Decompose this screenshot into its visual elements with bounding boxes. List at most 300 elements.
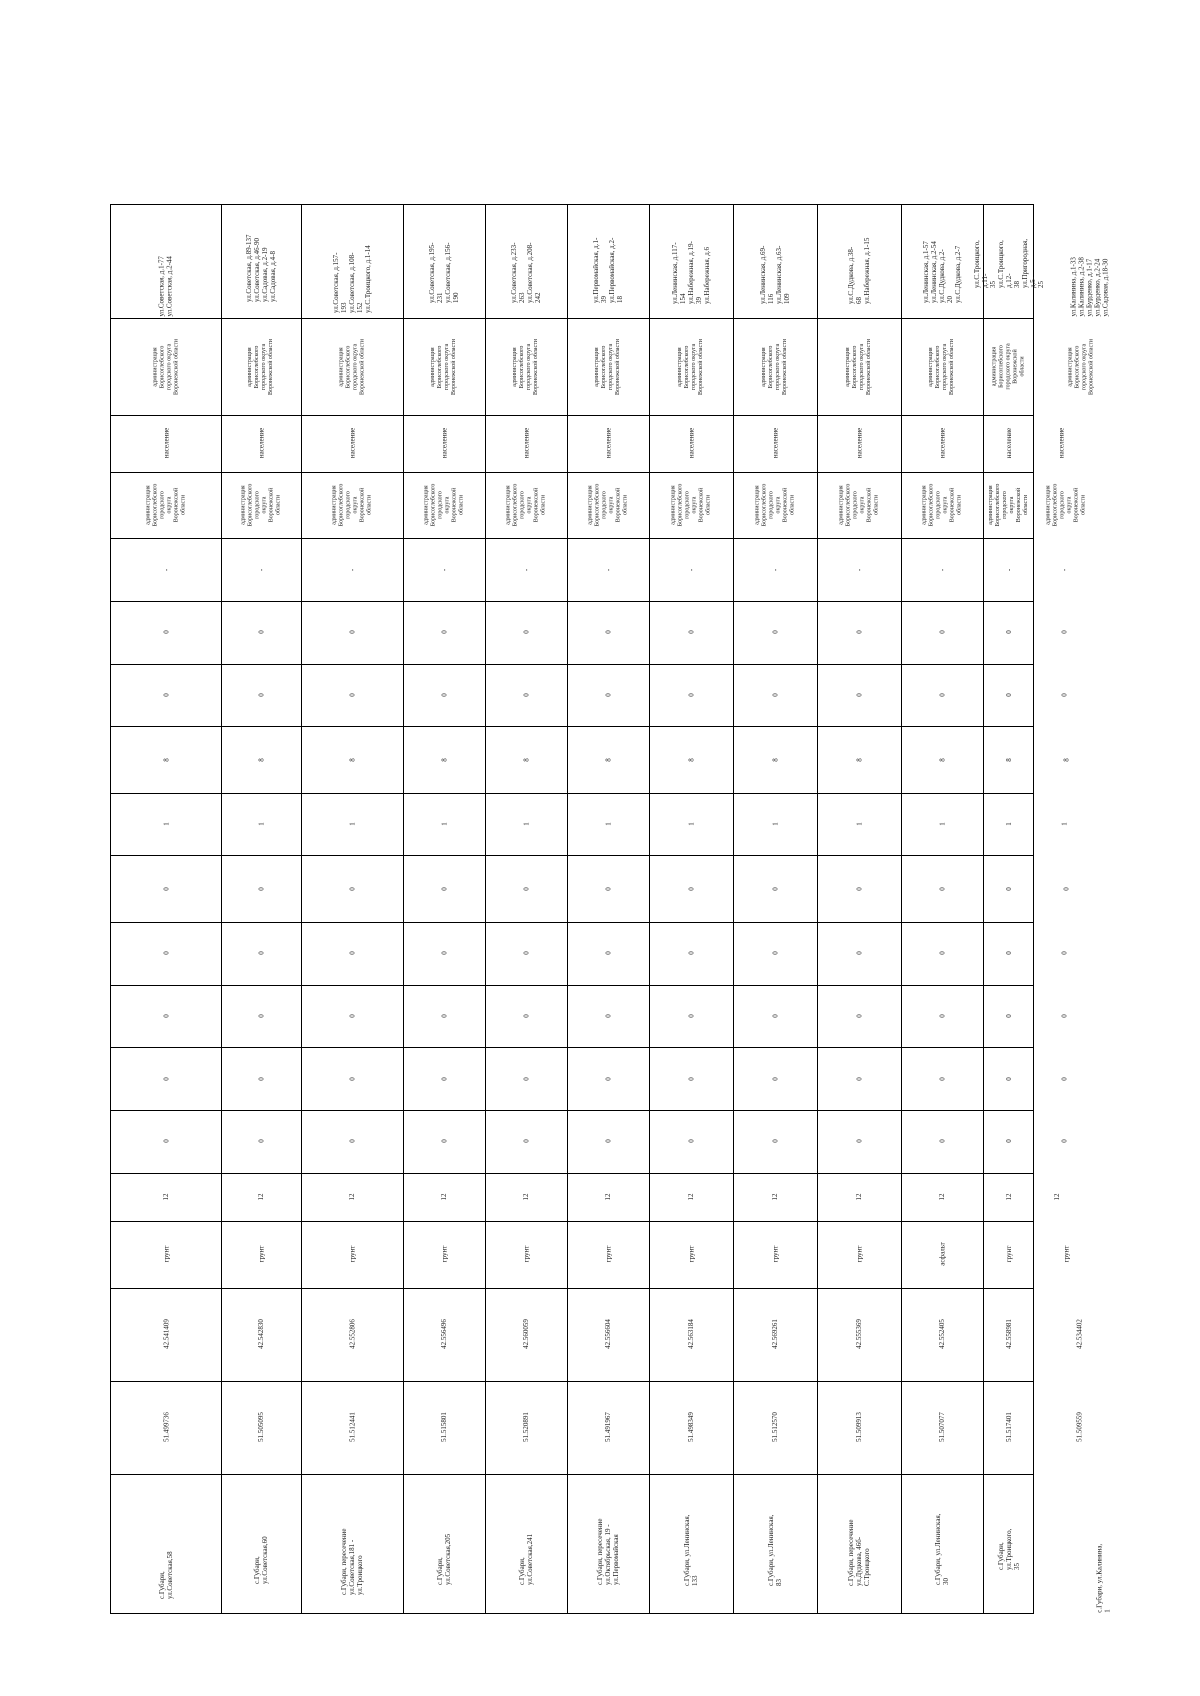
cell-text: администрация Борисоглебского городского округа Воронежской области [928,338,955,395]
cell-text: 0 [257,887,265,891]
table-cell-owner [901,472,983,539]
cell-text: администрация Борисоглебского городского округа Воронежской области [145,483,186,527]
table-cell-v6 [111,793,221,856]
cell-text: с.Губари, пересечение ул.Октябрьская, 19 - ул.Первомайская [596,1518,620,1586]
table-cell-org [733,318,817,415]
table-cell-lon [111,1288,221,1381]
table-cell-v9 [567,601,649,664]
table-cell-sources [567,205,649,318]
table-cell-v6 [301,793,403,856]
table-cell-v2 [649,1047,733,1110]
table-cell-v4 [403,922,485,985]
table-cell-v6 [1035,793,1094,856]
cell-text: администрация Борисоглебского городского округа Воронежской области [331,483,372,527]
cell-text: 0 [347,1076,356,1081]
table-cell-v3 [485,985,567,1048]
cell-text: администрация Борисоглебского городского округа Воронежской области [337,338,365,395]
cell-text: 0 [521,1076,530,1081]
table-cell-sources [649,205,733,318]
cell-text: 0 [603,1014,612,1018]
table-cell-org [301,318,403,415]
cell-text: 0 [603,693,612,697]
cell-text: население [854,428,863,459]
cell-text: - [256,568,265,571]
table-cell-v1 [485,1110,567,1173]
cell-text: 1 [521,822,530,826]
cell-text: 8 [257,757,265,762]
cell-text: 0 [439,1014,448,1018]
cell-text: 0 [161,951,170,956]
table-cell-v5 [567,855,649,922]
table-cell-type [983,415,1035,472]
table-cell-lon [733,1288,817,1381]
cell-text: 51.505095 [257,1412,265,1442]
table-cell-lon [485,1288,567,1381]
cell-text: 12 [855,1193,863,1201]
table-cell-org [221,318,301,415]
table-cell-type [1035,415,1088,472]
cell-text: 0 [770,1014,779,1018]
cell-text: 12 [162,1193,170,1201]
table-cell-v7 [301,726,403,793]
table-cell-lon [983,1288,1035,1381]
table-cell-type [111,415,221,472]
cell-text: с.Губари, ул.Советская,58 [158,1551,174,1600]
table-cell-v8 [817,664,901,727]
cell-text: ул.Советская, д.89-137 ул.Советская, д.46-90 ул.Садовая, д.2-19 ул.Садовая, д.4-8 [245,234,277,302]
cell-text: с.Губари, пересечение ул.Советская,181 - ул.Троицкого [340,1528,364,1596]
table-cell-v9 [403,601,485,664]
cell-text: 12 [1053,1193,1062,1201]
table-cell-v6 [817,793,901,856]
cell-text: ул.Первомайская, д.1- 39 ул.Первомайская, д.2- 18 [592,237,624,303]
cell-text: 0 [161,693,170,697]
cell-text: 0 [1060,1014,1069,1018]
cell-text: 8 [604,757,612,762]
cell-text: - [521,568,530,571]
cell-text: - [439,568,448,571]
cell-text: 0 [604,887,612,891]
table-cell-lon [649,1288,733,1381]
table-cell-v1 [817,1110,901,1173]
cell-text: население [937,428,946,459]
cell-text: 0 [522,887,530,891]
cell-text: 12 [348,1193,356,1201]
table-cell-sources [221,205,301,318]
cell-text: ул.Советская, д.195- 231 ул.Советская, д.156- 190 [428,242,460,303]
cell-text: 1 [347,822,356,826]
table-cell-v8 [111,664,221,727]
cell-text: администрация Борисоглебского городского округа Воронежской области [838,483,879,527]
table-cell-lat [485,1381,567,1474]
table-cell-v8 [485,664,567,727]
table-cell-type [733,415,817,472]
cell-text: население [1057,428,1066,459]
cell-text: администрация Борисоглебского городского округа Воронежской области [587,483,628,527]
table-cell-lat [817,1381,901,1474]
cell-text: 0 [347,693,356,697]
cell-text: 8 [938,757,946,762]
table-cell-v8 [983,664,1035,727]
table-cell-lat [733,1381,817,1474]
table-cell-v2 [403,1047,485,1110]
table-cell-area [983,1173,1035,1221]
table-cell-v8 [1035,664,1094,727]
cell-text: 0 [256,1076,265,1081]
cell-text: администрация Борисоглебского городского округа Воронежской области [151,338,179,395]
cell-text: 1 [256,822,265,826]
cell-text: администрация Борисоглебского городского округа Воронежской области [1067,338,1095,395]
table-cell-v4 [1035,922,1094,985]
table-cell-v10 [1035,538,1094,601]
cell-text: 51.509559 [1075,1412,1084,1443]
cell-text: 0 [937,1076,946,1081]
cell-text: с.Губари, пересечение ул.Дудкова, 46б- С.Троицкого [847,1519,871,1587]
cell-text: грунт [257,1246,265,1263]
data-table [110,204,1112,1614]
table-cell-v3 [649,985,733,1048]
cell-text: 1 [937,822,946,826]
table-cell-v8 [733,664,817,727]
cell-text: 0 [854,1139,863,1144]
cell-text: 12 [257,1193,265,1201]
cell-text: 1 [686,822,695,826]
table-cell-lat [301,1381,403,1474]
table-cell-area [1035,1173,1079,1221]
cell-text: администрация Борисоглебского городского округа Воронежской области [430,338,457,395]
table-cell-owner [111,472,221,539]
table-cell-area [403,1173,485,1221]
table-cell-v3 [983,985,1035,1048]
cell-text: 42.555369 [855,1319,863,1350]
cell-text: население [161,428,170,459]
cell-text: грунт [1062,1246,1071,1263]
cell-text: население [347,428,356,459]
cell-text: 0 [854,630,863,634]
cell-text: 8 [522,757,530,762]
cell-text: 0 [770,693,779,697]
table-cell-v5 [901,855,983,922]
cell-text: администрация Борисоглебского городского округа Воронежской области [845,338,872,395]
table-cell-area [733,1173,817,1221]
cell-text: население [1005,428,1013,459]
table-cell-v10 [111,538,221,601]
cell-text: администрация Борисоглебского городского округа Воронежской области [512,338,539,395]
table-cell-v9 [221,601,301,664]
cell-text: 12 [687,1193,695,1201]
table-cell-sources [111,205,221,318]
table-cell-v7 [1035,726,1098,793]
cell-text: 0 [347,630,356,634]
cell-text: ул.Ленинская, д.69- 116 ул.Ленинская, д.63- 109 [759,245,791,304]
table-cell-location [403,1474,485,1615]
table-cell-v5 [733,855,817,922]
table-cell-v7 [567,726,649,793]
table-cell-sources [485,205,567,318]
table-cell-v3 [403,985,485,1048]
table-cell-v9 [817,601,901,664]
cell-text: 51.491967 [604,1412,612,1442]
cell-text: 0 [686,630,695,634]
table-cell-type [567,415,649,472]
cell-text: администрация Борисоглебского городского округа Воронежской области [247,338,274,395]
table-cell-owner [983,472,1035,539]
table-cell-v8 [301,664,403,727]
table-cell-v5 [817,855,901,922]
table-cell-v4 [567,922,649,985]
cell-text: 0 [603,630,612,634]
table-cell-owner [485,472,567,539]
table-cell-v2 [817,1047,901,1110]
table-cell-surface [1035,1221,1098,1288]
cell-text: 0 [1005,887,1013,891]
table-cell-v2 [733,1047,817,1110]
cell-text: - [686,568,695,571]
cell-text: 51.515801 [440,1412,448,1442]
table-cell-v10 [901,538,983,601]
cell-text: 0 [854,951,863,956]
table-cell-v9 [733,601,817,664]
cell-text: администрация Борисоглебского городского округа Воронежской области [677,338,704,395]
table-cell-lon [817,1288,901,1381]
table-cell-lon [221,1288,301,1381]
cell-text: 1 [770,822,779,826]
cell-text: грунт [771,1246,779,1263]
table-cell-location [649,1474,733,1615]
table-cell-v4 [983,922,1035,985]
table-cell-area [901,1173,983,1221]
cell-text: 0 [937,693,946,697]
cell-text: 12 [604,1193,612,1201]
cell-text: 51.520891 [522,1412,530,1442]
table-cell-v6 [901,793,983,856]
table-cell-v9 [901,601,983,664]
cell-text: грунт [522,1246,530,1263]
table-cell-surface [403,1221,485,1288]
cell-text: население [521,428,530,459]
table-cell-type [485,415,567,472]
cell-text: население [770,428,779,459]
cell-text: 42.541409 [161,1319,170,1350]
cell-text: 0 [687,887,695,891]
cell-text: 0 [1060,693,1069,697]
table-cell-lon [901,1288,983,1381]
table-cell-v5 [649,855,733,922]
cell-text: население [439,428,448,459]
cell-text: 51.509913 [855,1412,863,1442]
cell-text: грунт [1005,1246,1013,1263]
cell-text: 8 [687,757,695,762]
cell-text: 0 [770,1076,779,1081]
table-cell-v10 [221,538,301,601]
table-cell-v10 [485,538,567,601]
cell-text: 0 [439,951,448,956]
table-cell-v2 [485,1047,567,1110]
table-cell-v5 [485,855,567,922]
table-cell-type [301,415,403,472]
table-cell-v2 [901,1047,983,1110]
cell-text: 0 [686,1139,695,1144]
cell-text: с.Губари, ул.Калинина, 1 [1095,1543,1112,1613]
cell-text: 0 [686,1014,695,1018]
table-cell-lat [221,1381,301,1474]
table-cell-v3 [1035,985,1094,1048]
cell-text: 0 [937,630,946,634]
table-cell-v7 [983,726,1035,793]
cell-text: 0 [439,693,448,697]
cell-text: 0 [686,1076,695,1081]
table-cell-surface [567,1221,649,1288]
table-cell-v1 [983,1110,1035,1173]
cell-text: 0 [161,1076,170,1081]
cell-text: ул.Ленинская, д.1-57 ул.Ленинская, д.2-54 ул.С.Дудкова, д.2- 20 ул.С.Дудкова, д.2-7 [922,240,962,303]
table-cell-v10 [983,538,1035,601]
table-cell-org [1035,318,1128,415]
cell-text: 0 [256,1014,265,1018]
cell-text: 1 [854,822,863,826]
table-cell-location [817,1474,901,1615]
table-cell-v7 [649,726,733,793]
table-cell-area [221,1173,301,1221]
table-cell-v4 [485,922,567,985]
table-cell-surface [983,1221,1035,1288]
table-cell-v6 [983,793,1035,856]
cell-text: - [770,568,779,571]
table-cell-v6 [649,793,733,856]
cell-text: 0 [347,951,356,956]
table-cell-v6 [221,793,301,856]
table-cell-v1 [403,1110,485,1173]
cell-text: администрация Борисоглебского городского округа Воронежской области [921,483,962,527]
table-cell-type [817,415,901,472]
table-cell-v8 [901,664,983,727]
cell-text: администрация Борисоглебского городского округа Воронежской области [988,483,1029,527]
cell-text: 0 [1005,1076,1013,1081]
cell-text: 1 [161,822,170,826]
cell-text: с.Губари, ул.Советская,205 [436,1534,452,1586]
table-cell-v7 [817,726,901,793]
cell-text: 0 [854,1014,863,1018]
cell-text: 12 [938,1193,946,1201]
cell-text: 0 [937,1139,946,1144]
table-cell-v7 [221,726,301,793]
table-cell-owner [567,472,649,539]
table-cell-v5 [983,855,1035,922]
cell-text: грунт [162,1246,170,1263]
table-cell-v3 [221,985,301,1048]
table-cell-v4 [301,922,403,985]
table-cell-location [1035,1474,1172,1615]
table-cell-v3 [111,985,221,1048]
cell-text: 0 [771,887,779,891]
cell-text: ул.Ленинская, д.117- 154 ул.Набережная, д.19- 39 ул.Набережная, д.6 [671,240,711,304]
cell-text: 42.563184 [687,1319,695,1350]
table-cell-type [403,415,485,472]
table-cell-v10 [567,538,649,601]
table-cell-v4 [901,922,983,985]
table-cell-sources [901,205,983,318]
table-cell-surface [111,1221,221,1288]
table-cell-v10 [733,538,817,601]
cell-text: 0 [256,630,265,634]
table-cell-location [485,1474,567,1615]
cell-text: ул.Советская, д.1-77 ул.Советская, д.2-44 [157,255,174,317]
table-cell-location [111,1474,221,1615]
cell-text: 0 [162,887,170,891]
cell-text: 0 [1060,951,1069,956]
table-cell-v2 [111,1047,221,1110]
table-cell-v6 [733,793,817,856]
cell-text: 0 [161,1139,170,1144]
table-cell-v10 [301,538,403,601]
cell-text: ул.Советская, д.233- 263 ул.Советская, д.208- 242 [510,242,542,303]
table-cell-v9 [111,601,221,664]
table-cell-v1 [567,1110,649,1173]
cell-text: 42.534402 [1075,1319,1084,1350]
cell-text: администрация Борисоглебского городского округа Воронежской области [240,483,281,527]
cell-text: 0 [161,630,170,634]
cell-text: 0 [347,1139,356,1144]
table-cell-area [485,1173,567,1221]
table-cell-v8 [649,664,733,727]
table-cell-owner [733,472,817,539]
table-cell-surface [733,1221,817,1288]
cell-text: администрация Борисоглебского городского округа Воронежской области [991,343,1026,390]
table-cell-location [221,1474,301,1615]
table-cell-v3 [567,985,649,1048]
cell-text: 0 [1062,887,1071,891]
table-cell-location [901,1474,983,1615]
table-cell-v1 [301,1110,403,1173]
cell-text: 0 [603,951,612,956]
table-cell-area [111,1173,221,1221]
table-cell-v4 [649,922,733,985]
table-cell-v3 [817,985,901,1048]
table-cell-sources [301,205,403,318]
cell-text: 12 [522,1193,530,1201]
cell-text: администрация Борисоглебского городского округа Воронежской области [1045,483,1087,527]
cell-text: ул.Советская, д.157- 193 ул.Советская, д.108- 152 ул.С.Троицкого, д.1-14 [332,244,372,313]
cell-text: 42.556604 [604,1319,612,1350]
table-cell-lat [567,1381,649,1474]
cell-text: с.Губари, ул.Ленинская, 30 [934,1513,950,1586]
table-cell-org [817,318,901,415]
table-cell-v3 [733,985,817,1048]
table-cell-location [301,1474,403,1615]
cell-text: грунт [855,1246,863,1263]
cell-text: 51.499736 [161,1412,170,1443]
table-cell-owner [221,472,301,539]
cell-text: 51.512570 [771,1412,779,1442]
table-cell-sources [1035,205,1144,318]
cell-text: 0 [521,630,530,634]
cell-text: - [603,568,612,571]
cell-text: 42.556496 [440,1319,448,1350]
table-cell-v5 [403,855,485,922]
table-cell-v7 [901,726,983,793]
table-cell-v2 [567,1047,649,1110]
table-cell-lat [649,1381,733,1474]
cell-text: администрация Борисоглебского городского округа Воронежской области [670,483,711,527]
cell-text: грунт [687,1246,695,1263]
cell-text: 51.498349 [687,1412,695,1442]
cell-text: - [937,568,946,571]
table-cell-lon [301,1288,403,1381]
table-cell-lat [983,1381,1035,1474]
table-cell-org [485,318,567,415]
table-cell-lat [901,1381,983,1474]
cell-text: 0 [1005,1014,1013,1018]
